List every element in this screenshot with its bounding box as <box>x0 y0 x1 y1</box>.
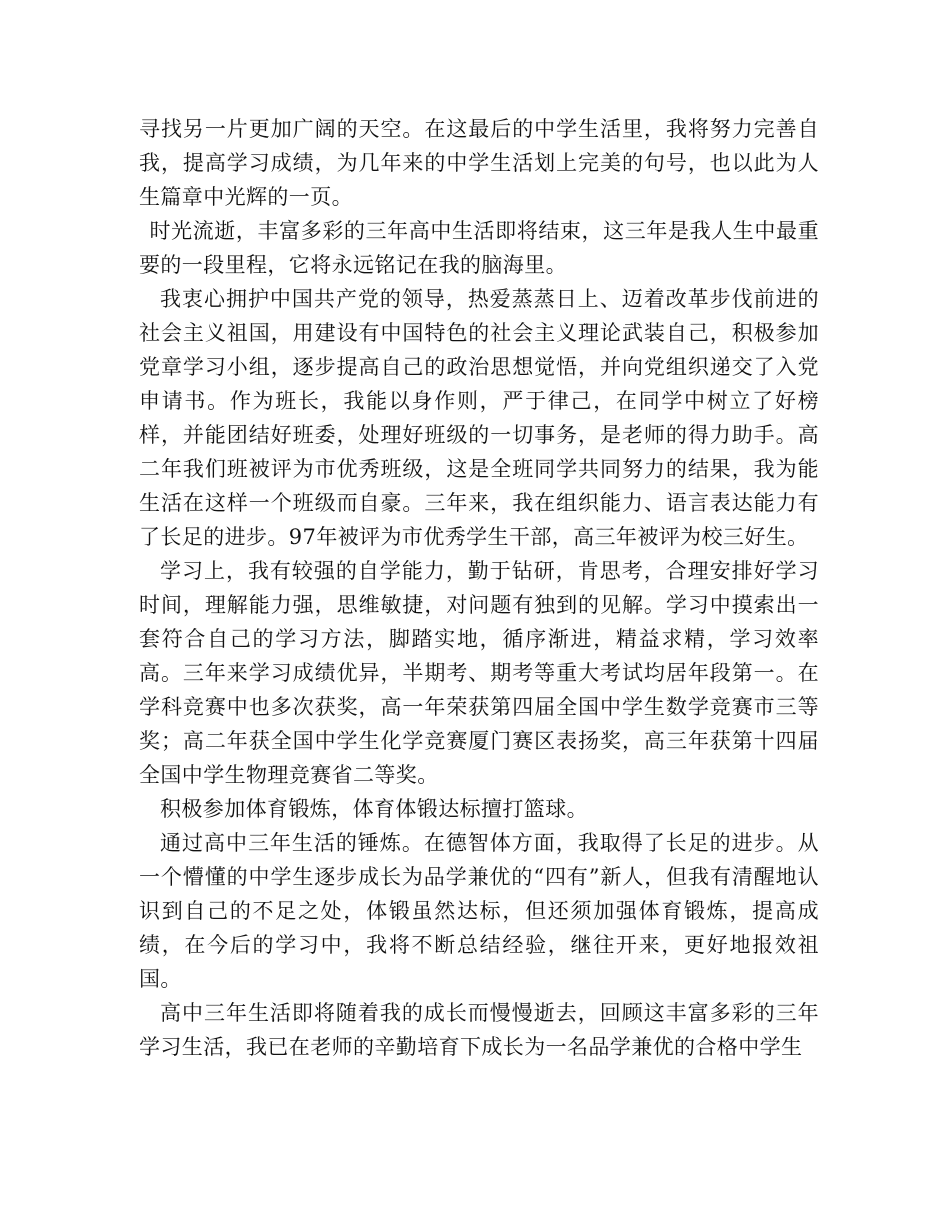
paragraph-summary: 通过高中三年生活的锤炼。在德智体方面，我取得了长足的进步。从一个懵懂的中学生逐步成长为品学兼优的“四有”新人，但我有清醒地认识到自己的不足之处，体锻虽然达标，但还须加强体育锻炼，提高成绩，在今后的学习中，我将不断总结经验，继往开来，更好地报效祖国。 <box>139 831 819 991</box>
document-body <box>139 112 819 1064</box>
paragraph-political: 我衷心拥护中国共产党的领导，热爱蒸蒸日上、迈着改革步伐前进的社会主义祖国，用建设有中国特色的社会主义理论武装自己，积极参加党章学习小组，逐步提高自己的政治思想觉悟，并向党组织递交了入党申请书。作为班长，我能以身作则，严于律己，在同学中树立了好榜样，并能团结好班委，处理好班级的一切事务，是老师的得力助手。高二年我们班被评为市优秀班级，这是全班同学共同努力的结果，我为能生活在这样一个班级而自豪。三年来，我在组织能力、语言表达能力有了长足的进步。97年被评为市优秀学生干部，高三年被评为校三好生。 <box>139 287 819 549</box>
paragraph-study: 学习上，我有较强的自学能力，勤于钻研，肯思考，合理安排好学习时间，理解能力强，思维敏捷，对问题有独到的见解。学习中摸索出一套符合自己的学习方法，脚踏实地，循序渐进，精益求精，学习效率高。三年来学习成绩优异，半期考、期考等重大考试均居年段第一。在学科竞赛中也多次获奖，高一年荣获第四届全国中学生数学竞赛市三等奖；高二年获全国中学生化学竞赛厦门赛区表扬奖，高三年获第十四届全国中学生物理竞赛省二等奖。 <box>139 559 819 787</box>
paragraph-continuation: 寻找另一片更加广阔的天空。在这最后的中学生活里，我将努力完善自我，提高学习成绩，为几年来的中学生活划上完美的句号，也以此为人生篇章中光辉的一页。 <box>139 117 819 209</box>
paragraph-conclusion: 高中三年生活即将随着我的成长而慢慢逝去，回顾这丰富多彩的三年学习生活，我已在老师的辛勤培育下成长为一名品学兼优的合格中学生 <box>139 1001 819 1059</box>
paragraph-time-passing: 时光流逝，丰富多彩的三年高中生活即将结束，这三年是我人生中最重要的一段里程，它将永远铭记在我的脑海里。 <box>139 219 819 277</box>
paragraph-sports: 积极参加体育锻炼，体育体锻达标擅打篮球。 <box>160 797 588 821</box>
